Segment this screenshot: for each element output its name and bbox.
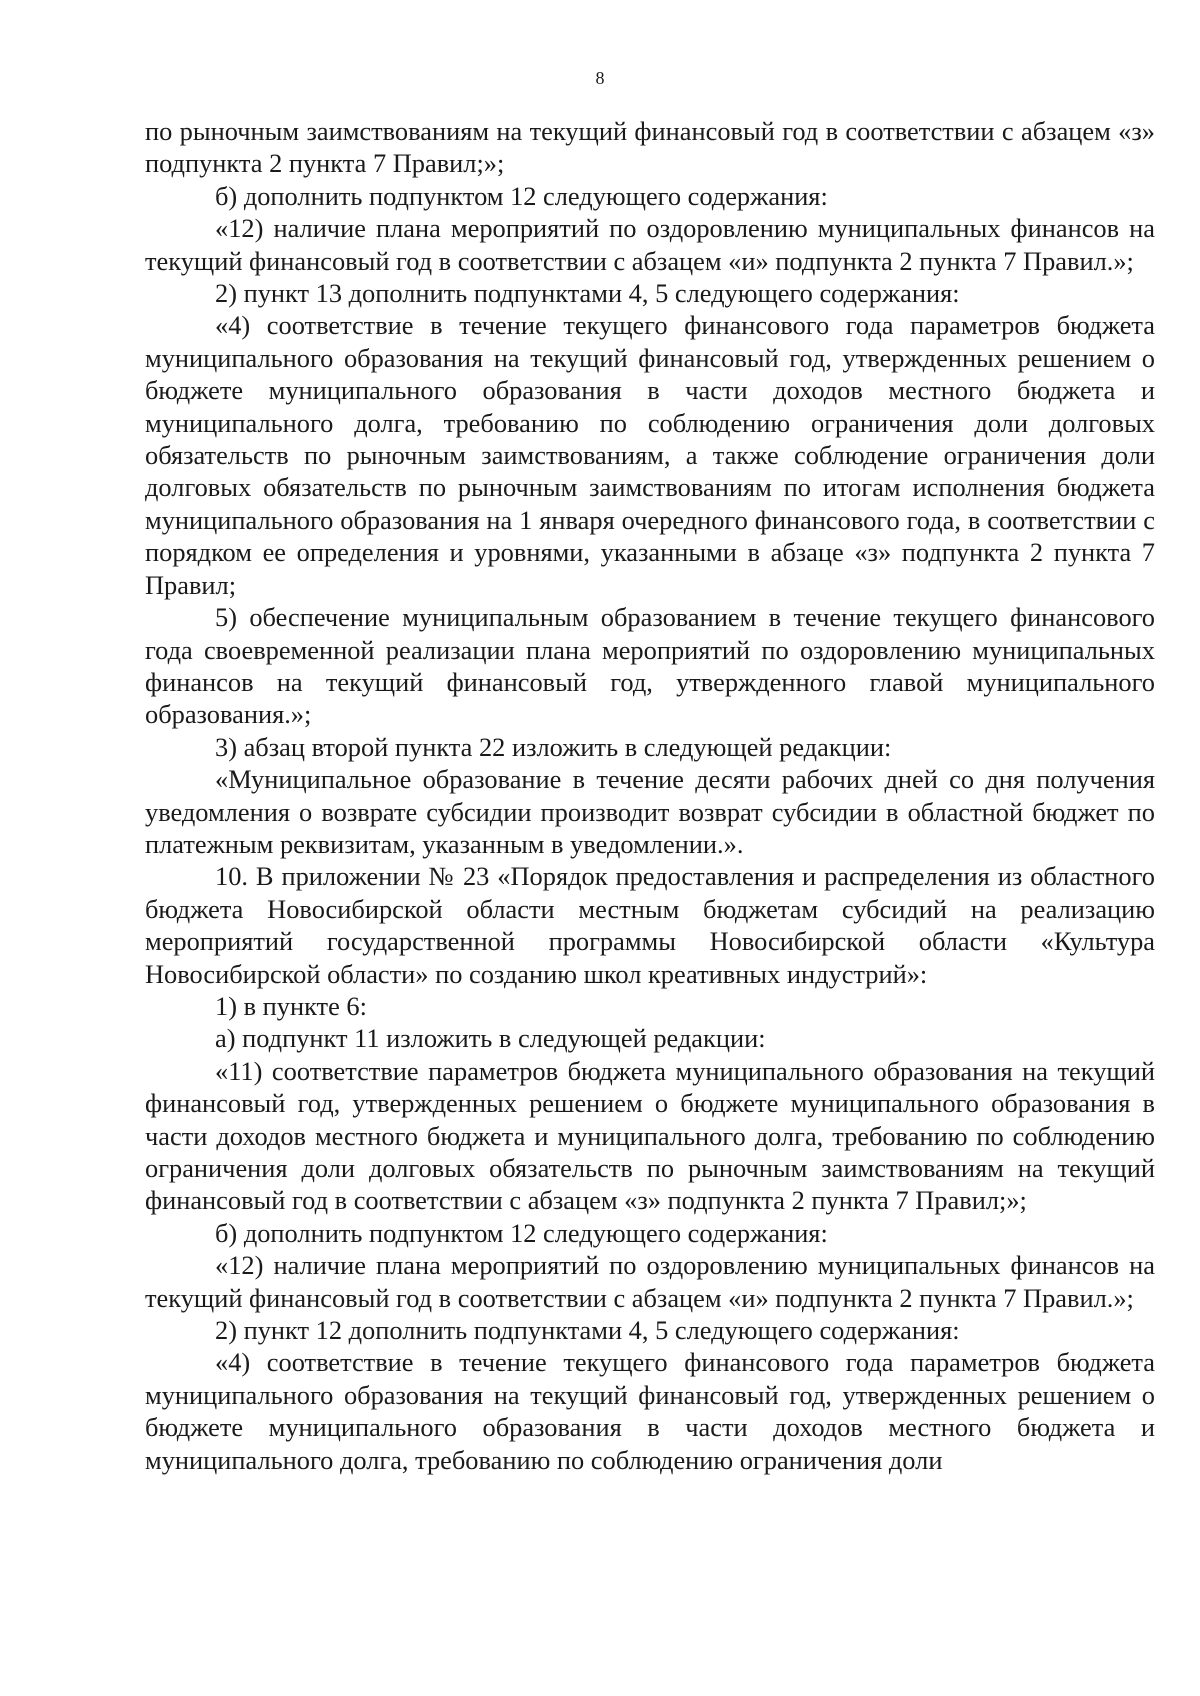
document-body: [145, 115, 1155, 1476]
paragraph: 1) в пункте 6:: [215, 990, 367, 1021]
paragraph: «4) соответствие в течение текущего финансового года параметров бюджета муниципального образования на текущий финансовый год, утвержденных решением о бюджете муниципального образования в части доходов местного бюджета и муниципального долга, требованию по соблюдению ограничения доли долговых обязательств по рыночным заимствованиям, а также соблюдение ограничения доли долговых обязательств по рыночным заимствованиям по итогам исполнения бюджета муниципального образования на 1 января очередного финансового года, в соответствии с порядком ее определения и уровнями, указанными в абзаце «з» подпункта 2 пункта 7 Правил;: [145, 310, 1155, 600]
paragraph: б) дополнить подпунктом 12 следующего содержания:: [215, 1217, 828, 1248]
paragraph: 2) пункт 13 дополнить подпунктами 4, 5 следующего содержания:: [215, 278, 960, 309]
paragraph: 2) пункт 12 дополнить подпунктами 4, 5 следующего содержания:: [215, 1315, 960, 1346]
paragraph: «12) наличие плана мероприятий по оздоровлению муниципальных финансов на текущий финансовый год в соответствии с абзацем «и» подпункта 2 пункта 7 Правил.»;: [145, 1250, 1155, 1313]
paragraph: «11) соответствие параметров бюджета муниципального образования на текущий финансовый год, утвержденных решением о бюджете муниципального образования в части доходов местного бюджета и муниципального долга, требованию по соблюдению ограничения доли долговых обязательств по рыночным заимствованиям на текущий финансовый год в соответствии с абзацем «з» подпункта 2 пункта 7 Правил;»;: [145, 1055, 1155, 1216]
paragraph: «4) соответствие в течение текущего финансового года параметров бюджета муниципального образования на текущий финансовый год, утвержденных решением о бюджете муниципального образования в части доходов местного бюджета и муниципального долга, требованию по соблюдению ограничения доли: [145, 1347, 1155, 1475]
paragraph: а) подпункт 11 изложить в следующей редакции:: [215, 1023, 766, 1054]
paragraph: б) дополнить подпунктом 12 следующего содержания:: [215, 180, 828, 211]
paragraph: 10. В приложении № 23 «Порядок предоставления и распределения из областного бюджета Новосибирской области местным бюджетам субсидий на реализацию мероприятий государственной программы Новосибирской области «Культура Новосибирской области» по созданию школ креативных индустрий»:: [145, 861, 1155, 989]
page-number: 8: [595, 68, 605, 88]
paragraph: «12) наличие плана мероприятий по оздоровлению муниципальных финансов на текущий финансовый год в соответствии с абзацем «и» подпункта 2 пункта 7 Правил.»;: [145, 213, 1155, 276]
paragraph: «Муниципальное образование в течение десяти рабочих дней со дня получения уведомления о возврате субсидии производит возврат субсидии в областной бюджет по платежным реквизитам, указанным в уведомлении.».: [145, 764, 1155, 859]
paragraph: 5) обеспечение муниципальным образованием в течение текущего финансового года своевременной реализации плана мероприятий по оздоровлению муниципальных финансов на текущий финансовый год, утвержденного главой муниципального образования.»;: [145, 602, 1155, 730]
paragraph: 3) абзац второй пункта 22 изложить в следующей редакции:: [215, 731, 892, 762]
paragraph: по рыночным заимствованиям на текущий финансовый год в соответствии с абзацем «з» подпункта 2 пункта 7 Правил;»;: [145, 116, 1155, 179]
